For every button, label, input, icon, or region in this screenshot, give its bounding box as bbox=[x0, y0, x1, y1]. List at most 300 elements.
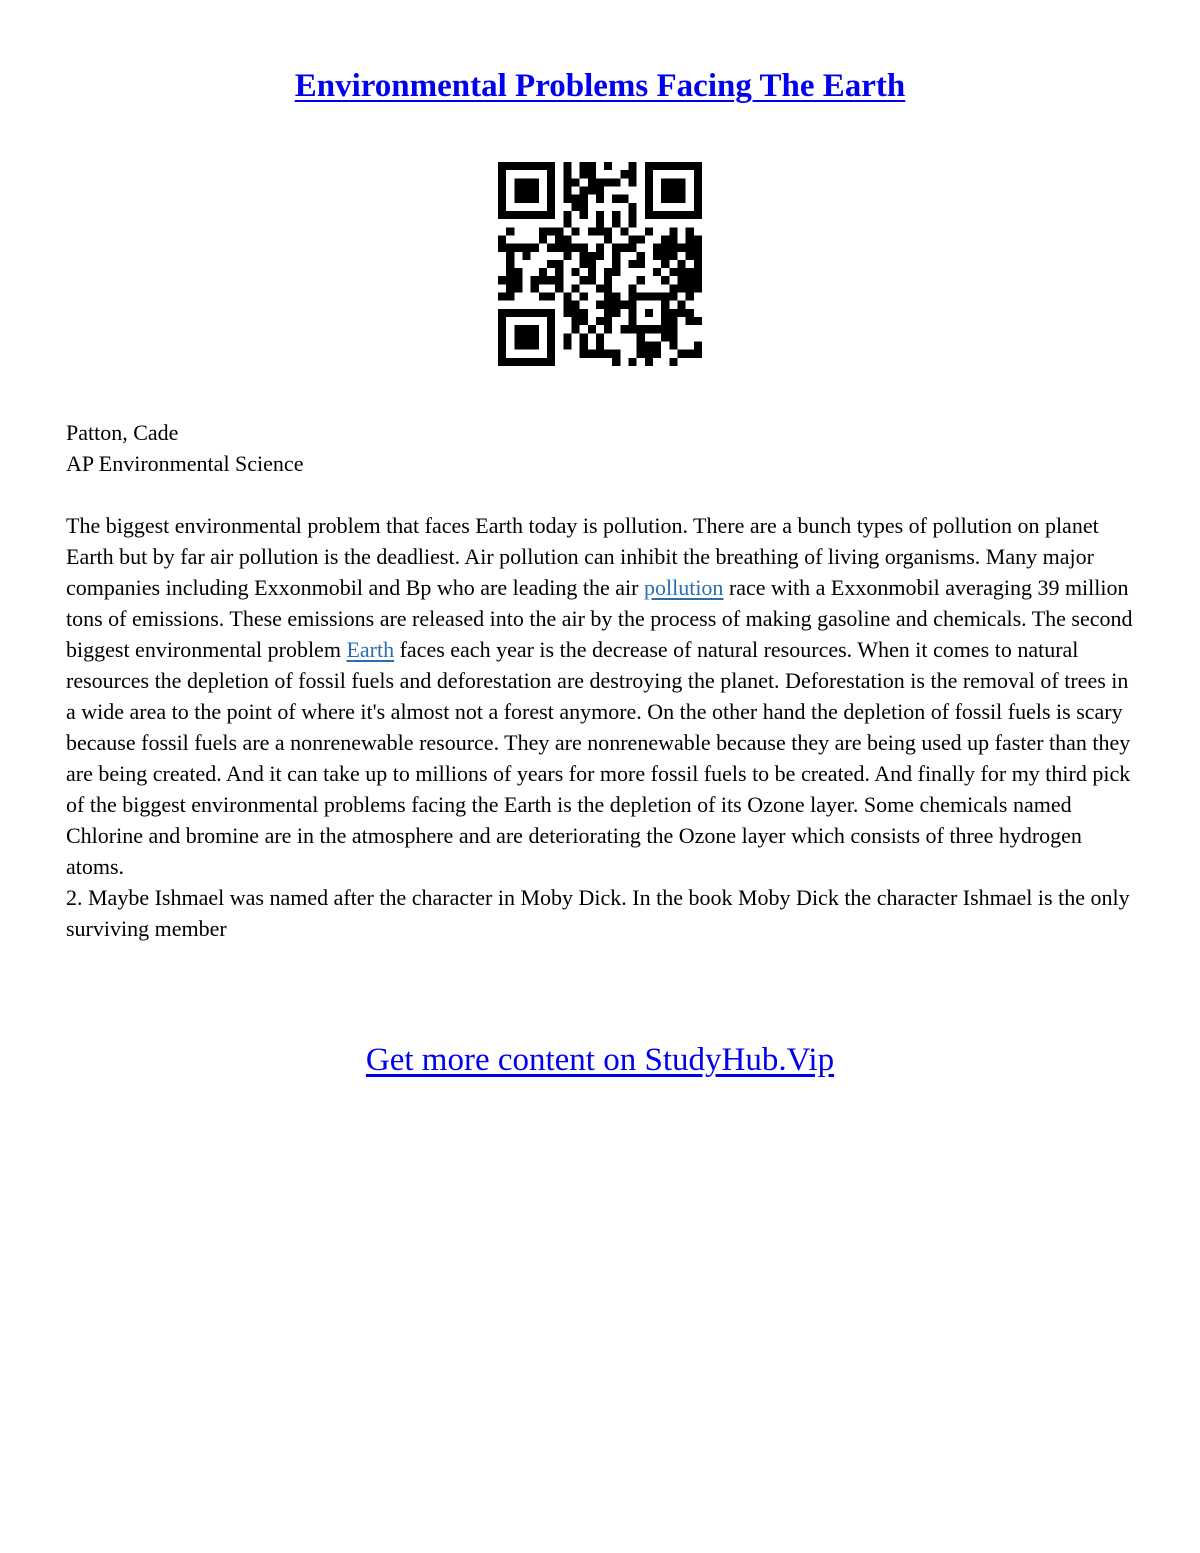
qr-module bbox=[686, 235, 694, 243]
qr-module bbox=[588, 227, 596, 235]
qr-module bbox=[514, 333, 522, 341]
qr-module bbox=[653, 252, 661, 260]
qr-module bbox=[678, 195, 686, 203]
qr-module bbox=[637, 260, 645, 268]
qr-module bbox=[539, 162, 547, 170]
author-block bbox=[66, 417, 1136, 479]
footer bbox=[0, 1038, 1200, 1082]
qr-module bbox=[694, 244, 702, 252]
qr-module bbox=[661, 317, 669, 325]
qr-module bbox=[694, 276, 702, 284]
qr-module bbox=[612, 219, 620, 227]
qr-module bbox=[547, 186, 555, 194]
essay-text-3: faces each year is the decrease of natural resources. When it comes to natural resources the depletion of fossil fuels and deforestation are destroying the planet. Deforestation is the removal of trees in a wide area to the point of where it's almost not a forest anymore. On the other hand the depletion of fossil fuels is scary because fossil fuels are a nonrenewable resource. They are nonrenewable because they are being used up faster than they are being created. And it can take up to millions of years for more fossil fuels to be created. And finally for my third pick of the biggest environmental problems facing the Earth is the depletion of its Ozone layer. Some chemicals named Chlorine and bromine are in the atmosphere and are deteriorating the Ozone layer which consists of three hydrogen atoms. bbox=[66, 637, 1131, 879]
qr-module bbox=[580, 293, 588, 301]
qr-module bbox=[653, 342, 661, 350]
qr-module bbox=[669, 268, 677, 276]
qr-module bbox=[629, 219, 637, 227]
qr-module bbox=[498, 342, 506, 350]
qr-module bbox=[661, 293, 669, 301]
qr-module bbox=[539, 235, 547, 243]
qr-module bbox=[629, 235, 637, 243]
qr-module bbox=[596, 342, 604, 350]
qr-module bbox=[612, 268, 620, 276]
qr-module bbox=[522, 309, 530, 317]
qr-module bbox=[604, 235, 612, 243]
qr-module bbox=[571, 284, 579, 292]
qr-module bbox=[637, 350, 645, 358]
qr-module bbox=[539, 211, 547, 219]
qr-module bbox=[539, 358, 547, 366]
qr-module bbox=[694, 268, 702, 276]
qr-module bbox=[555, 260, 563, 268]
qr-module bbox=[498, 350, 506, 358]
qr-module bbox=[645, 186, 653, 194]
qr-module bbox=[547, 276, 555, 284]
qr-module bbox=[686, 252, 694, 260]
qr-module bbox=[669, 227, 677, 235]
qr-module bbox=[678, 309, 686, 317]
qr-module bbox=[653, 211, 661, 219]
qr-module bbox=[669, 333, 677, 341]
qr-module bbox=[514, 244, 522, 252]
qr-module bbox=[661, 260, 669, 268]
qr-module bbox=[629, 211, 637, 219]
qr-module bbox=[604, 293, 612, 301]
qr-module bbox=[498, 317, 506, 325]
qr-module bbox=[661, 252, 669, 260]
qr-module bbox=[547, 170, 555, 178]
qr-module bbox=[694, 211, 702, 219]
qr-module bbox=[563, 170, 571, 178]
qr-module bbox=[596, 219, 604, 227]
qr-module bbox=[514, 342, 522, 350]
qr-module bbox=[612, 178, 620, 186]
qr-module bbox=[498, 203, 506, 211]
qr-module bbox=[547, 178, 555, 186]
qr-module bbox=[563, 309, 571, 317]
qr-module bbox=[522, 325, 530, 333]
qr-module bbox=[498, 358, 506, 366]
qr-module bbox=[571, 268, 579, 276]
qr-module bbox=[629, 244, 637, 252]
qr-module bbox=[547, 309, 555, 317]
qr-module bbox=[694, 235, 702, 243]
qr-module bbox=[506, 268, 514, 276]
qr-module bbox=[522, 342, 530, 350]
qr-module bbox=[514, 268, 522, 276]
qr-module bbox=[686, 211, 694, 219]
qr-module bbox=[612, 211, 620, 219]
qr-module bbox=[694, 350, 702, 358]
qr-module bbox=[506, 162, 514, 170]
qr-module bbox=[653, 244, 661, 252]
qr-module bbox=[645, 195, 653, 203]
qr-module bbox=[580, 186, 588, 194]
qr-module bbox=[596, 211, 604, 219]
qr-module bbox=[686, 276, 694, 284]
qr-module bbox=[694, 203, 702, 211]
qr-module bbox=[694, 317, 702, 325]
qr-module bbox=[531, 309, 539, 317]
pollution-link[interactable]: pollution bbox=[643, 575, 724, 600]
qr-module bbox=[596, 350, 604, 358]
essay-paragraph-2: 2. Maybe Ishmael was named after the character in Moby Dick. In the book Moby Dick the character Ishmael is the only surviving member bbox=[66, 885, 1130, 941]
qr-module bbox=[678, 350, 686, 358]
qr-module bbox=[694, 195, 702, 203]
qr-module bbox=[563, 342, 571, 350]
qr-module bbox=[678, 211, 686, 219]
qr-module bbox=[498, 162, 506, 170]
qr-module bbox=[694, 342, 702, 350]
qr-module bbox=[686, 268, 694, 276]
qr-module bbox=[604, 268, 612, 276]
qr-module bbox=[498, 178, 506, 186]
qr-module bbox=[637, 325, 645, 333]
qr-module bbox=[678, 162, 686, 170]
qr-module bbox=[514, 178, 522, 186]
qr-module bbox=[531, 358, 539, 366]
essay-text-1: The biggest environmental problem that faces Earth today is pollution. There are a bunch types of pollution on planet Earth but by far air pollution is the deadliest. Air pollution can inhibit the breathing of living organisms. Many major companies including Exxonmobil and Bp who are leading the air bbox=[66, 513, 1099, 600]
qr-module bbox=[506, 309, 514, 317]
qr-module bbox=[571, 309, 579, 317]
qr-module bbox=[571, 301, 579, 309]
qr-module bbox=[669, 178, 677, 186]
qr-module bbox=[531, 342, 539, 350]
qr-module bbox=[645, 293, 653, 301]
qr-module bbox=[580, 252, 588, 260]
essay-body bbox=[66, 510, 1136, 944]
qr-module bbox=[661, 235, 669, 243]
qr-module bbox=[678, 276, 686, 284]
qr-module bbox=[563, 333, 571, 341]
qr-module bbox=[580, 195, 588, 203]
qr-module bbox=[547, 260, 555, 268]
qr-module bbox=[588, 162, 596, 170]
qr-module bbox=[629, 162, 637, 170]
qr-module bbox=[498, 244, 506, 252]
qr-module bbox=[645, 350, 653, 358]
qr-module bbox=[661, 162, 669, 170]
qr-module bbox=[629, 178, 637, 186]
qr-module bbox=[571, 325, 579, 333]
qr-module bbox=[678, 260, 686, 268]
qr-module bbox=[686, 244, 694, 252]
qr-module bbox=[539, 293, 547, 301]
qr-module bbox=[686, 350, 694, 358]
qr-module bbox=[506, 211, 514, 219]
qr-module bbox=[531, 244, 539, 252]
qr-module bbox=[661, 178, 669, 186]
qr-module bbox=[588, 252, 596, 260]
qr-module bbox=[580, 342, 588, 350]
qr-module bbox=[555, 276, 563, 284]
qr-module bbox=[612, 260, 620, 268]
qr-module bbox=[694, 178, 702, 186]
qr-module bbox=[563, 219, 571, 227]
qr-module bbox=[580, 276, 588, 284]
qr-module bbox=[637, 235, 645, 243]
qr-module bbox=[514, 358, 522, 366]
qr-module bbox=[531, 325, 539, 333]
qr-module bbox=[522, 186, 530, 194]
qr-module bbox=[596, 284, 604, 292]
qr-module bbox=[629, 293, 637, 301]
qr-module bbox=[620, 170, 628, 178]
qr-module bbox=[563, 162, 571, 170]
qr-module bbox=[661, 186, 669, 194]
qr-module bbox=[596, 195, 604, 203]
qr-module bbox=[555, 235, 563, 243]
qr-module bbox=[645, 211, 653, 219]
qr-module bbox=[539, 309, 547, 317]
qr-module bbox=[629, 325, 637, 333]
qr-module bbox=[612, 358, 620, 366]
qr-module bbox=[596, 244, 604, 252]
qr-module bbox=[686, 162, 694, 170]
qr-module bbox=[669, 162, 677, 170]
qr-module bbox=[604, 301, 612, 309]
qr-module bbox=[563, 293, 571, 301]
title-link[interactable]: Environmental Problems Facing The Earth bbox=[294, 68, 906, 104]
qr-module bbox=[547, 317, 555, 325]
author-name: Patton, Cade bbox=[66, 420, 179, 445]
qr-code-icon bbox=[498, 162, 702, 366]
qr-module bbox=[694, 260, 702, 268]
qr-module bbox=[588, 260, 596, 268]
qr-module bbox=[531, 186, 539, 194]
qr-module bbox=[637, 342, 645, 350]
qr-module bbox=[588, 178, 596, 186]
qr-module bbox=[580, 162, 588, 170]
qr-module bbox=[645, 227, 653, 235]
qr-module bbox=[653, 350, 661, 358]
qr-module bbox=[629, 170, 637, 178]
qr-module bbox=[678, 268, 686, 276]
qr-module bbox=[498, 309, 506, 317]
qr-module bbox=[506, 293, 514, 301]
qr-module bbox=[522, 358, 530, 366]
qr-module bbox=[563, 301, 571, 309]
qr-module bbox=[580, 203, 588, 211]
earth-link[interactable]: Earth bbox=[346, 637, 395, 662]
qr-module bbox=[522, 333, 530, 341]
qr-module bbox=[547, 358, 555, 366]
qr-module bbox=[604, 284, 612, 292]
qr-module bbox=[547, 162, 555, 170]
qr-module bbox=[580, 309, 588, 317]
qr-module bbox=[661, 211, 669, 219]
qr-module bbox=[612, 293, 620, 301]
essay-text-2: race with a Exxonmobil averaging 39 million tons of emissions. These emissions are released into the air by the process of making gasoline and chemicals. The second biggest environmental problem bbox=[66, 575, 1133, 662]
qr-module bbox=[669, 342, 677, 350]
qr-module bbox=[571, 317, 579, 325]
qr-module bbox=[661, 244, 669, 252]
qr-module bbox=[596, 252, 604, 260]
course-name: AP Environmental Science bbox=[66, 451, 304, 476]
qr-module bbox=[547, 203, 555, 211]
qr-module bbox=[514, 309, 522, 317]
qr-module bbox=[669, 244, 677, 252]
qr-module bbox=[604, 350, 612, 358]
qr-module bbox=[645, 203, 653, 211]
qr-module bbox=[629, 317, 637, 325]
qr-module bbox=[531, 276, 539, 284]
qr-module bbox=[669, 186, 677, 194]
qr-module bbox=[580, 170, 588, 178]
qr-module bbox=[653, 293, 661, 301]
qr-module bbox=[678, 186, 686, 194]
qr-module bbox=[555, 284, 563, 292]
qr-module bbox=[637, 252, 645, 260]
qr-module bbox=[506, 244, 514, 252]
qr-module bbox=[522, 252, 530, 260]
qr-module bbox=[686, 284, 694, 292]
essay-paragraph-1 bbox=[66, 510, 1136, 882]
qr-module bbox=[506, 358, 514, 366]
qr-module bbox=[522, 162, 530, 170]
qr-code-graphic bbox=[498, 162, 702, 366]
qr-module bbox=[669, 284, 677, 292]
qr-module bbox=[669, 252, 677, 260]
qr-module bbox=[531, 284, 539, 292]
qr-module bbox=[661, 301, 669, 309]
qr-module bbox=[522, 244, 530, 252]
qr-module bbox=[661, 333, 669, 341]
qr-module bbox=[580, 333, 588, 341]
qr-module bbox=[604, 227, 612, 235]
qr-module bbox=[522, 178, 530, 186]
qr-module bbox=[612, 195, 620, 203]
qr-module bbox=[645, 325, 653, 333]
qr-module bbox=[531, 178, 539, 186]
qr-module bbox=[596, 227, 604, 235]
qr-module bbox=[588, 350, 596, 358]
qr-module bbox=[678, 244, 686, 252]
qr-module bbox=[604, 178, 612, 186]
qr-module bbox=[514, 325, 522, 333]
qr-module bbox=[506, 284, 514, 292]
qr-module bbox=[547, 333, 555, 341]
qr-module bbox=[620, 301, 628, 309]
qr-module bbox=[620, 244, 628, 252]
qr-module bbox=[555, 268, 563, 276]
qr-module bbox=[514, 284, 522, 292]
qr-module bbox=[547, 244, 555, 252]
qr-module bbox=[612, 309, 620, 317]
qr-module bbox=[604, 276, 612, 284]
qr-module bbox=[645, 342, 653, 350]
qr-module bbox=[522, 195, 530, 203]
qr-module bbox=[522, 211, 530, 219]
qr-module bbox=[539, 227, 547, 235]
qr-module bbox=[694, 170, 702, 178]
qr-module bbox=[563, 252, 571, 260]
qr-module bbox=[637, 276, 645, 284]
qr-module bbox=[661, 325, 669, 333]
qr-module bbox=[514, 211, 522, 219]
qr-module bbox=[547, 195, 555, 203]
qr-module bbox=[514, 186, 522, 194]
qr-module bbox=[604, 317, 612, 325]
qr-module bbox=[588, 268, 596, 276]
qr-module bbox=[629, 301, 637, 309]
qr-module bbox=[555, 244, 563, 252]
qr-module bbox=[498, 186, 506, 194]
qr-module bbox=[629, 260, 637, 268]
qr-module bbox=[588, 186, 596, 194]
qr-module bbox=[653, 325, 661, 333]
qr-module bbox=[604, 309, 612, 317]
qr-module bbox=[645, 170, 653, 178]
qr-module bbox=[563, 195, 571, 203]
qr-module bbox=[678, 178, 686, 186]
qr-module bbox=[580, 317, 588, 325]
qr-module bbox=[637, 333, 645, 341]
studyhub-link[interactable]: Get more content on StudyHub.Vip bbox=[365, 1042, 835, 1078]
qr-module bbox=[596, 317, 604, 325]
qr-module bbox=[506, 276, 514, 284]
qr-module bbox=[506, 260, 514, 268]
qr-module bbox=[506, 252, 514, 260]
qr-module bbox=[604, 162, 612, 170]
qr-module bbox=[620, 227, 628, 235]
qr-module bbox=[645, 309, 653, 317]
qr-module bbox=[555, 227, 563, 235]
qr-module bbox=[596, 333, 604, 341]
qr-module bbox=[661, 309, 669, 317]
qr-module bbox=[580, 244, 588, 252]
qr-module bbox=[678, 301, 686, 309]
qr-module bbox=[563, 235, 571, 243]
qr-module bbox=[531, 195, 539, 203]
qr-module bbox=[580, 211, 588, 219]
qr-module bbox=[629, 309, 637, 317]
qr-module bbox=[669, 325, 677, 333]
qr-module bbox=[686, 293, 694, 301]
qr-module bbox=[694, 252, 702, 260]
qr-module bbox=[645, 162, 653, 170]
qr-module bbox=[612, 252, 620, 260]
qr-module bbox=[563, 178, 571, 186]
qr-module bbox=[571, 203, 579, 211]
qr-module bbox=[669, 211, 677, 219]
qr-module bbox=[669, 293, 677, 301]
qr-module bbox=[694, 186, 702, 194]
qr-module bbox=[580, 260, 588, 268]
qr-module bbox=[547, 211, 555, 219]
qr-module bbox=[694, 284, 702, 292]
qr-module bbox=[620, 195, 628, 203]
qr-module bbox=[563, 186, 571, 194]
qr-module bbox=[645, 358, 653, 366]
qr-module bbox=[514, 162, 522, 170]
qr-module bbox=[580, 350, 588, 358]
qr-module bbox=[661, 276, 669, 284]
qr-module bbox=[498, 170, 506, 178]
qr-module bbox=[612, 244, 620, 252]
qr-module bbox=[571, 195, 579, 203]
qr-module bbox=[531, 211, 539, 219]
qr-module bbox=[571, 244, 579, 252]
qr-module bbox=[620, 325, 628, 333]
qr-module bbox=[514, 195, 522, 203]
qr-module bbox=[629, 203, 637, 211]
qr-module bbox=[653, 162, 661, 170]
qr-module bbox=[653, 268, 661, 276]
qr-module bbox=[547, 350, 555, 358]
document-title bbox=[0, 64, 1200, 108]
